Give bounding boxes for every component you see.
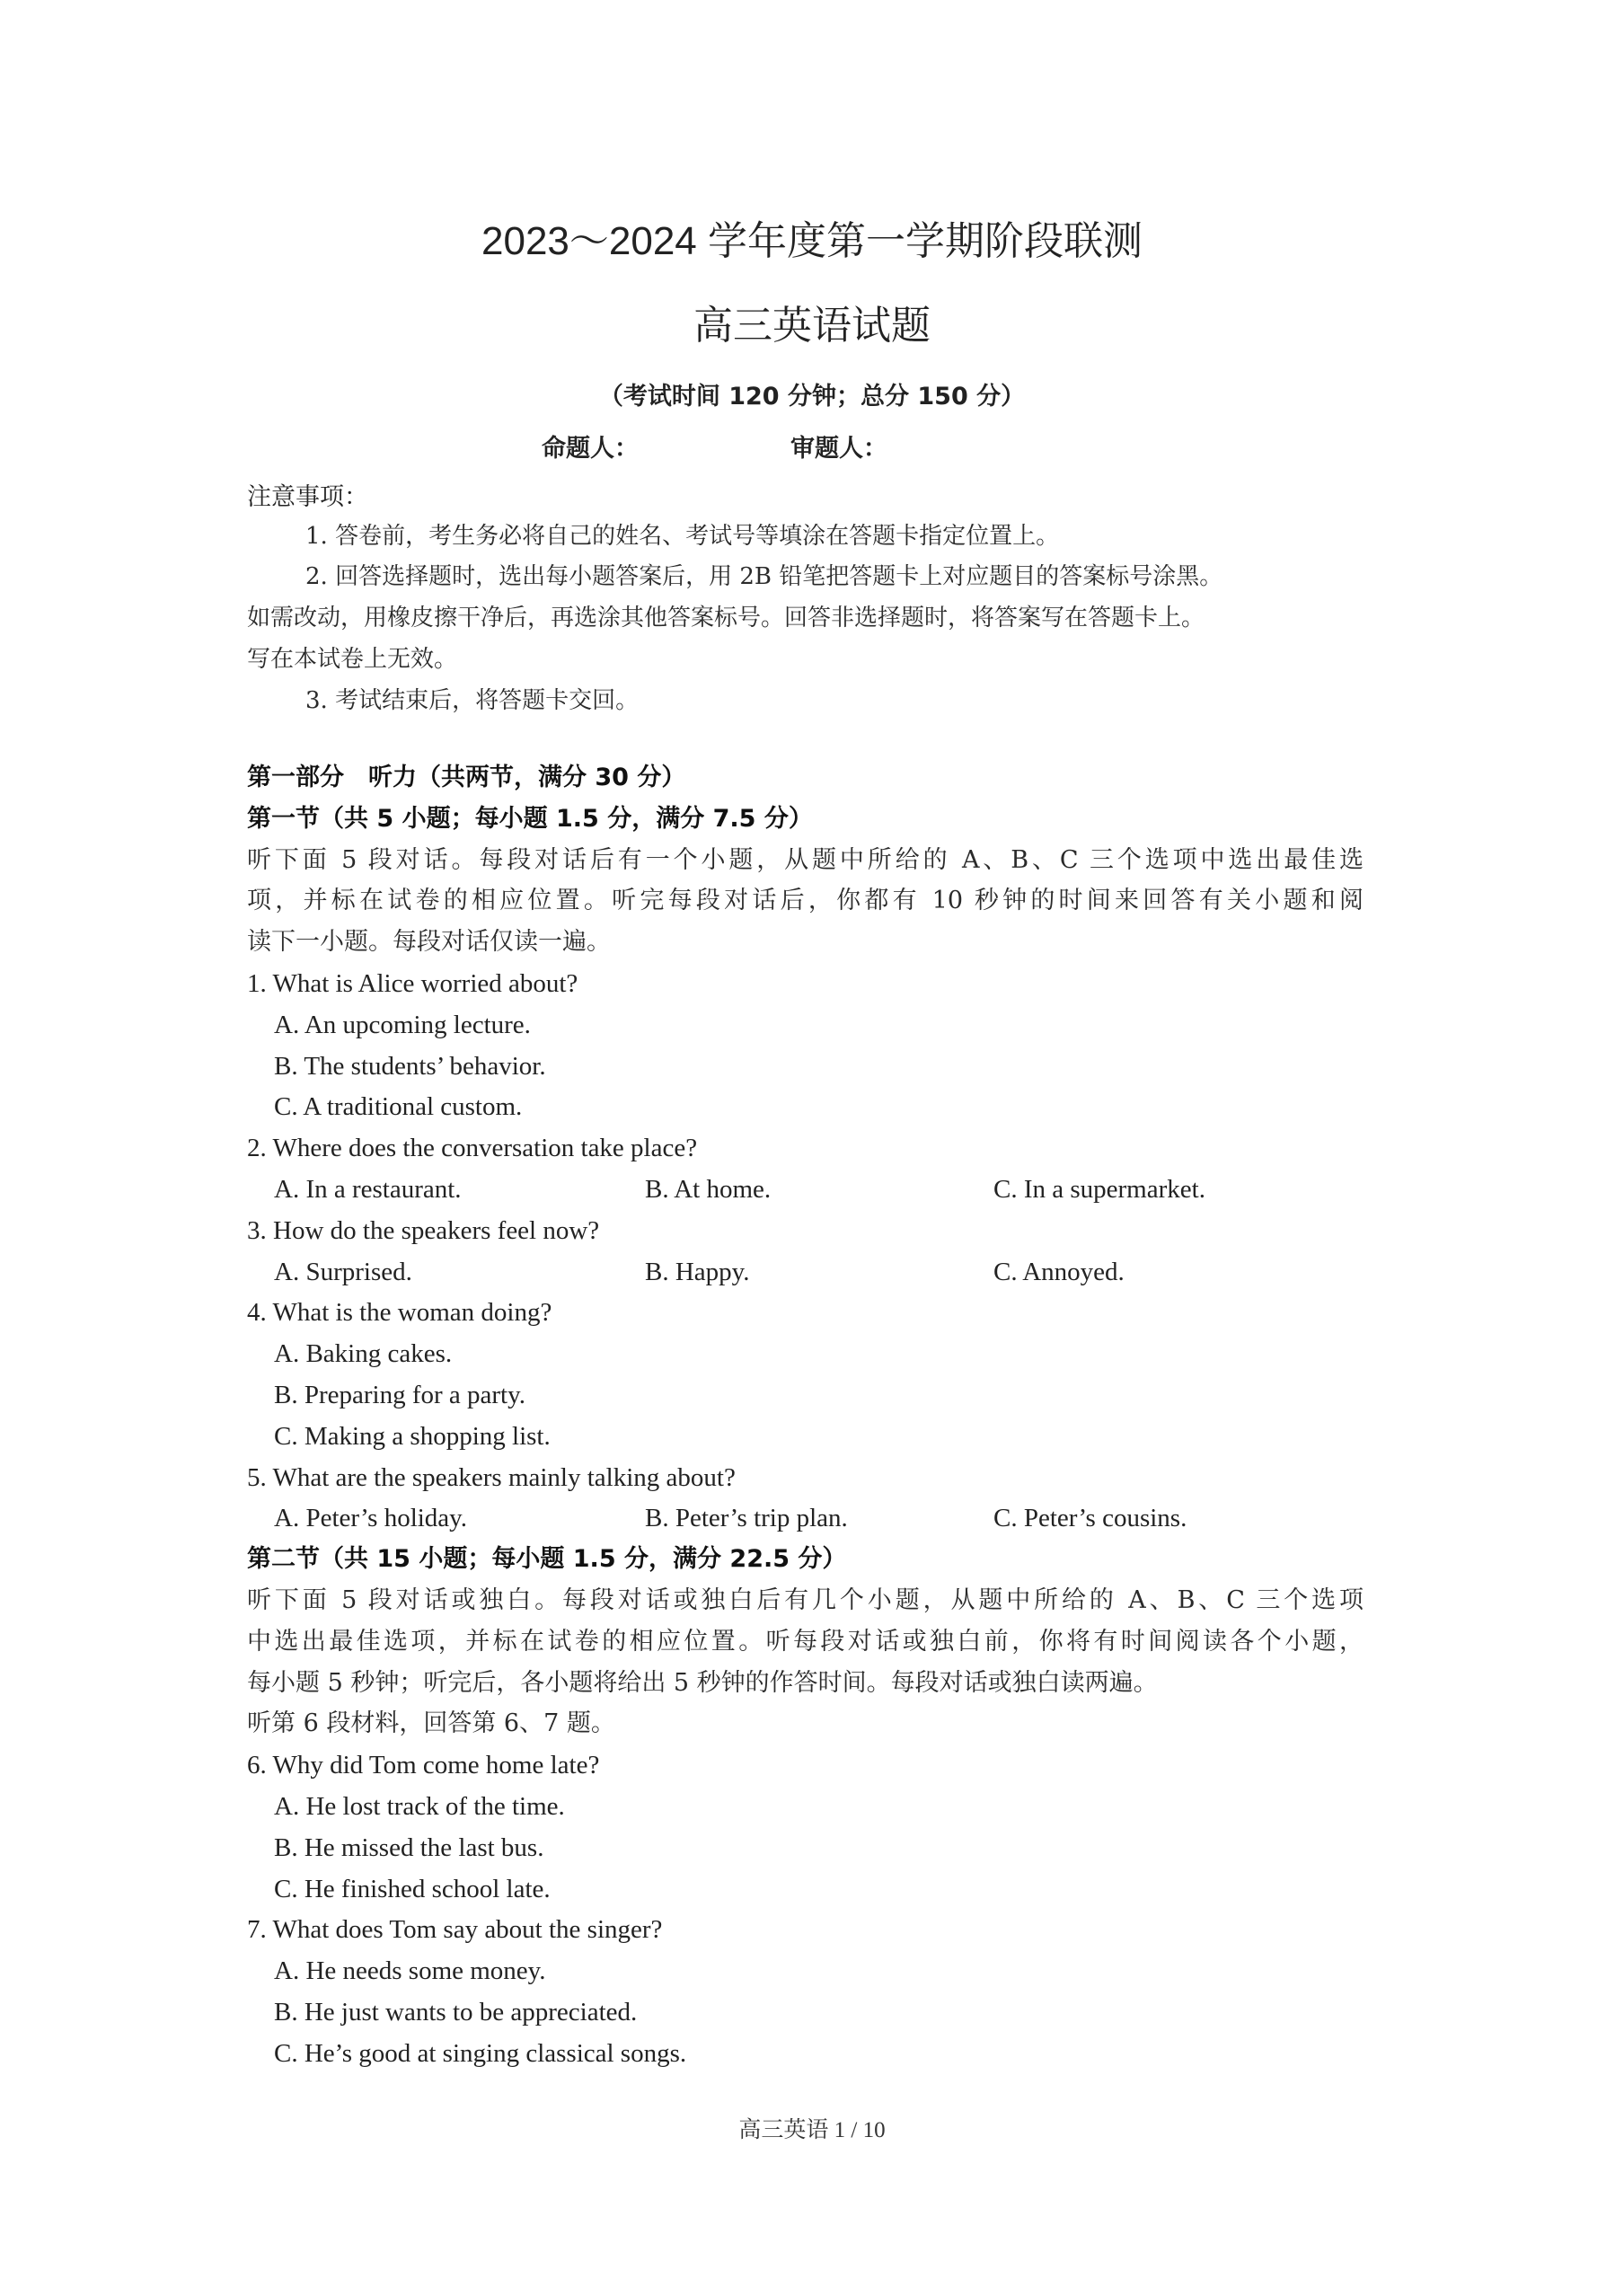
question-1-option-b[interactable]: B. The students’ behavior. xyxy=(274,1052,546,1081)
question-4-option-a[interactable]: A. Baking cakes. xyxy=(274,1339,453,1368)
page-footer: 高三英语 1 / 10 xyxy=(738,2118,886,2142)
question-2-option-c[interactable]: C. In a supermarket. xyxy=(993,1175,1205,1204)
question-4-option-c[interactable]: C. Making a shopping list. xyxy=(274,1422,551,1451)
exam-title: 2023～2024 学年度第一学期阶段联测 xyxy=(481,219,1143,263)
notice-item-1: 1. 答卷前，考生务必将自己的姓名、考试号等填涂在答题卡指定位置上。 xyxy=(305,523,1060,550)
exam-subtitle: 高三英语试题 xyxy=(693,304,931,348)
question-2-stem: 2. Where does the conversation take place? xyxy=(247,1134,698,1162)
question-3-option-c[interactable]: C. Annoyed. xyxy=(993,1258,1125,1286)
setter-label: 命题人： xyxy=(542,435,639,463)
question-3-option-a[interactable]: A. Surprised. xyxy=(274,1258,412,1286)
question-6-stem: 6. Why did Tom come home late? xyxy=(247,1751,600,1779)
section2-instructions-1: 听下面 5 段对话或独白。每段对话或独白后有几个小题，从题中所给的 A、B、C 三个选项 xyxy=(247,1586,1364,1614)
question-7-option-b[interactable]: B. He just wants to be appreciated. xyxy=(274,1998,638,2027)
question-4-option-b[interactable]: B. Preparing for a party. xyxy=(274,1381,525,1409)
question-4-stem: 4. What is the woman doing? xyxy=(247,1298,552,1327)
section2-instructions-3: 每小题 5 秒钟；听完后，各小题将给出 5 秒钟的作答时间。每段对话或独白读两遍。 xyxy=(247,1669,1158,1697)
exam-info: （考试时间 120 分钟；总分 150 分） xyxy=(598,383,1026,411)
section1-instructions-2: 项，并标在试卷的相应位置。听完每段对话后，你都有 10 秒钟的时间来回答有关小题和阅 xyxy=(247,887,1364,914)
part1-heading: 第一部分 听力（共两节，满分 30 分） xyxy=(247,764,686,791)
section1-instructions-3: 读下一小题。每段对话仅读一遍。 xyxy=(247,928,611,956)
question-5-option-c[interactable]: C. Peter’s cousins. xyxy=(993,1504,1187,1532)
notice-heading: 注意事项： xyxy=(247,483,368,511)
question-2-option-b[interactable]: B. At home. xyxy=(645,1175,772,1204)
notice-item-2-cont: 如需改动，用橡皮擦干净后，再选涂其他答案标号。回答非选择题时，将答案写在答题卡上。 xyxy=(247,605,1205,631)
question-5-option-b[interactable]: B. Peter’s trip plan. xyxy=(645,1504,848,1532)
question-2-option-a[interactable]: A. In a restaurant. xyxy=(274,1175,462,1204)
notice-item-3: 3. 考试结束后，将答题卡交回。 xyxy=(305,687,640,714)
section1-heading: 第一节（共 5 小题；每小题 1.5 分，满分 7.5 分） xyxy=(247,805,813,833)
question-3-option-b[interactable]: B. Happy. xyxy=(645,1258,750,1286)
question-7-option-a[interactable]: A. He needs some money. xyxy=(274,1956,546,1985)
section2-heading: 第二节（共 15 小题；每小题 1.5 分，满分 22.5 分） xyxy=(247,1545,847,1573)
question-1-stem: 1. What is Alice worried about? xyxy=(247,969,578,998)
question-1-option-a[interactable]: A. An upcoming lecture. xyxy=(274,1011,531,1039)
question-5-option-a[interactable]: A. Peter’s holiday. xyxy=(274,1504,468,1532)
section2-instructions-2: 中选出最佳选项，并标在试卷的相应位置。听每段对话或独白前，你将有时间阅读各个小题， xyxy=(247,1628,1364,1656)
notice-item-2-cont2: 写在本试卷上无效。 xyxy=(247,646,458,673)
question-3-stem: 3. How do the speakers feel now? xyxy=(247,1216,600,1245)
section1-instructions-1: 听下面 5 段对话。每段对话后有一个小题，从题中所给的 A、B、C 三个选项中选出最佳选 xyxy=(247,846,1364,874)
question-1-option-c[interactable]: C. A traditional custom. xyxy=(274,1092,523,1121)
question-6-option-b[interactable]: B. He missed the last bus. xyxy=(274,1833,544,1862)
question-7-option-c[interactable]: C. He’s good at singing classical songs. xyxy=(274,2039,687,2068)
material-note: 听第 6 段材料，回答第 6、7 题。 xyxy=(247,1709,615,1737)
question-7-stem: 7. What does Tom say about the singer? xyxy=(247,1915,663,1944)
reviewer-label: 审题人： xyxy=(790,435,887,463)
question-6-option-c[interactable]: C. He finished school late. xyxy=(274,1875,551,1903)
question-5-stem: 5. What are the speakers mainly talking about? xyxy=(247,1463,736,1492)
question-6-option-a[interactable]: A. He lost track of the time. xyxy=(274,1792,565,1821)
notice-item-2: 2. 回答选择题时，选出每小题答案后，用 2B 铅笔把答题卡上对应题目的答案标号涂黑。 xyxy=(305,563,1223,590)
